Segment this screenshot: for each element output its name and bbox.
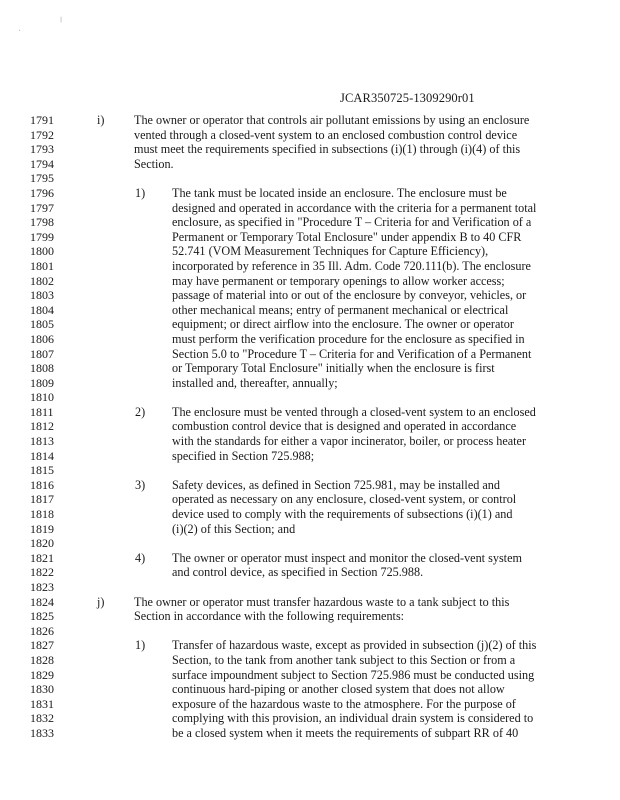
document-line <box>0 449 620 464</box>
line-number: 1793 <box>30 142 54 157</box>
line-text: be a closed system when it meets the requirements of subpart RR of 40 <box>172 725 519 740</box>
document-line <box>0 711 620 726</box>
document-line <box>0 361 620 376</box>
line-text: continuous hard-piping or another closed system that does not allow <box>172 682 505 697</box>
document-line <box>0 288 620 303</box>
line-number: 1801 <box>30 258 54 273</box>
line-number: 1792 <box>30 127 54 142</box>
subsection-label: j) <box>97 594 105 609</box>
document-line <box>0 142 620 157</box>
line-text: installed and, thereafter, annually; <box>172 375 338 390</box>
scan-dot-mark: · <box>18 26 22 37</box>
line-number: 1815 <box>30 463 54 478</box>
line-number: 1802 <box>30 273 54 288</box>
line-text: Permanent or Temporary Total Enclosure" under appendix B to 40 CFR <box>172 229 522 244</box>
line-number: 1816 <box>30 477 54 492</box>
line-number: 1825 <box>30 609 54 624</box>
line-text: other mechanical means; entry of permanent mechanical or electrical <box>172 302 509 317</box>
document-body <box>0 113 620 741</box>
line-number: 1813 <box>30 434 54 449</box>
line-text: The owner or operator that controls air pollutant emissions by using an enclosure <box>134 113 530 127</box>
line-text: passage of material into or out of the enclosure by conveyor, vehicles, or <box>172 288 527 303</box>
line-number: 1803 <box>30 288 54 303</box>
document-line <box>0 332 620 347</box>
line-text: operated as necessary on any enclosure, closed-vent system, or control <box>172 492 517 507</box>
document-line <box>0 303 620 318</box>
line-number: 1819 <box>30 521 54 536</box>
subsection-label: 4) <box>135 550 146 565</box>
line-number: 1817 <box>30 492 54 507</box>
document-line <box>0 347 620 362</box>
line-text: or Temporary Total Enclosure" initially when the enclosure is first <box>172 361 495 376</box>
line-number: 1811 <box>30 404 54 419</box>
line-number: 1820 <box>30 536 54 551</box>
document-line <box>0 595 620 610</box>
line-number: 1805 <box>30 317 54 332</box>
line-number: 1800 <box>30 244 54 259</box>
line-text: enclosure, as specified in "Procedure T – Criteria for and Verification of a <box>172 215 532 230</box>
line-text: equipment; or direct airflow into the enclosure. The owner or operator <box>172 317 514 332</box>
line-number: 1827 <box>30 638 54 653</box>
line-number: 1824 <box>30 594 54 609</box>
line-text: Section, to the tank from another tank subject to this Section or from a <box>172 652 516 667</box>
document-line <box>0 376 620 391</box>
line-number: 1804 <box>30 302 54 317</box>
line-text: Section 5.0 to "Procedure T – Criteria for and Verification of a Permanent <box>172 346 532 361</box>
line-text: surface impoundment subject to Section 725.986 must be conducted using <box>172 667 535 682</box>
line-number: 1794 <box>30 156 54 171</box>
line-text: 52.741 (VOM Measurement Techniques for Capture Efficiency), <box>172 244 489 259</box>
document-line <box>0 638 620 653</box>
document-line <box>0 128 620 143</box>
document-line <box>0 565 620 580</box>
line-number: 1791 <box>30 113 54 127</box>
document-line <box>0 492 620 507</box>
line-number: 1818 <box>30 507 54 522</box>
document-line <box>0 274 620 289</box>
line-text: may have permanent or temporary openings to allow worker access; <box>172 273 505 288</box>
line-number: 1823 <box>30 580 54 594</box>
line-number: 1807 <box>30 346 54 361</box>
document-line <box>0 551 620 566</box>
subsection-label: 1) <box>135 638 146 653</box>
line-number: 1812 <box>30 419 54 434</box>
line-text: and control device, as specified in Section 725.988. <box>172 565 424 580</box>
line-text: vented through a closed-vent system to an enclosed combustion control device <box>134 127 518 142</box>
line-number: 1796 <box>30 185 54 200</box>
line-text: designed and operated in accordance with the criteria for a permanent total <box>172 200 537 215</box>
line-number: 1814 <box>30 448 54 463</box>
line-number: 1829 <box>30 667 54 682</box>
line-text: (i)(2) of this Section; and <box>172 521 296 536</box>
document-line <box>0 507 620 522</box>
line-text: The owner or operator must inspect and monitor the closed-vent system <box>172 550 522 565</box>
subsection-label: 2) <box>135 404 146 419</box>
line-text: device used to comply with the requirements of subsections (i)(1) and <box>172 507 513 522</box>
scan-speck-mark: ╷ <box>58 12 65 23</box>
line-number: 1833 <box>30 725 54 740</box>
line-text: must perform the verification procedure for the enclosure as specified in <box>172 331 525 346</box>
document-line <box>0 478 620 493</box>
line-text: Transfer of hazardous waste, except as provided in subsection (j)(2) of this <box>172 638 537 653</box>
subsection-label: i) <box>97 113 105 127</box>
document-line <box>0 390 620 405</box>
line-text: incorporated by reference in 35 Ill. Adm. Code 720.111(b). The enclosure <box>172 258 531 273</box>
line-text: combustion control device that is designed and operated in accordance <box>172 419 517 434</box>
document-line <box>0 726 620 741</box>
document-line <box>0 201 620 216</box>
document-line <box>0 259 620 274</box>
line-number: 1826 <box>30 623 54 638</box>
line-number: 1795 <box>30 171 54 186</box>
line-number: 1797 <box>30 200 54 215</box>
document-line <box>0 215 620 230</box>
document-line <box>0 171 620 186</box>
line-number: 1831 <box>30 696 54 711</box>
line-text: complying with this provision, an individual drain system is considered to <box>172 711 534 726</box>
line-text: exposure of the hazardous waste to the atmosphere. For the purpose of <box>172 696 516 711</box>
document-line <box>0 580 620 595</box>
document-line <box>0 668 620 683</box>
document-line <box>0 697 620 712</box>
document-id-header: JCAR350725-1309290r01 <box>340 91 475 105</box>
document-line <box>0 653 620 668</box>
line-number: 1832 <box>30 711 54 726</box>
line-text: with the standards for either a vapor incinerator, boiler, or process heater <box>172 434 527 449</box>
line-text: Safety devices, as defined in Section 725.981, may be installed and <box>172 477 500 492</box>
line-number: 1808 <box>30 361 54 376</box>
document-line <box>0 463 620 478</box>
line-number: 1822 <box>30 565 54 580</box>
line-number: 1799 <box>30 229 54 244</box>
subsection-label: 1) <box>135 185 146 200</box>
line-text: must meet the requirements specified in subsections (i)(1) through (i)(4) of this <box>134 142 521 157</box>
document-line <box>0 682 620 697</box>
document-line <box>0 230 620 245</box>
line-number: 1830 <box>30 682 54 697</box>
document-line <box>0 186 620 201</box>
document-line <box>0 113 620 128</box>
document-line <box>0 405 620 420</box>
document-line <box>0 609 620 624</box>
line-number: 1810 <box>30 390 54 405</box>
line-text: The owner or operator must transfer hazardous waste to a tank subject to this <box>134 594 510 609</box>
document-line <box>0 157 620 172</box>
line-text: Section in accordance with the following requirements: <box>134 609 405 624</box>
line-number: 1828 <box>30 652 54 667</box>
line-text: specified in Section 725.988; <box>172 448 315 463</box>
document-line <box>0 317 620 332</box>
document-line <box>0 624 620 639</box>
line-text: Section. <box>134 156 174 171</box>
line-text: The enclosure must be vented through a closed-vent system to an enclosed <box>172 404 536 419</box>
line-number: 1809 <box>30 375 54 390</box>
document-line <box>0 536 620 551</box>
line-number: 1798 <box>30 215 54 230</box>
document-line <box>0 434 620 449</box>
line-number: 1806 <box>30 331 54 346</box>
line-number: 1821 <box>30 550 54 565</box>
line-text: The tank must be located inside an enclosure. The enclosure must be <box>172 185 507 200</box>
subsection-label: 3) <box>135 477 146 492</box>
document-line <box>0 522 620 537</box>
document-line <box>0 244 620 259</box>
document-line <box>0 419 620 434</box>
